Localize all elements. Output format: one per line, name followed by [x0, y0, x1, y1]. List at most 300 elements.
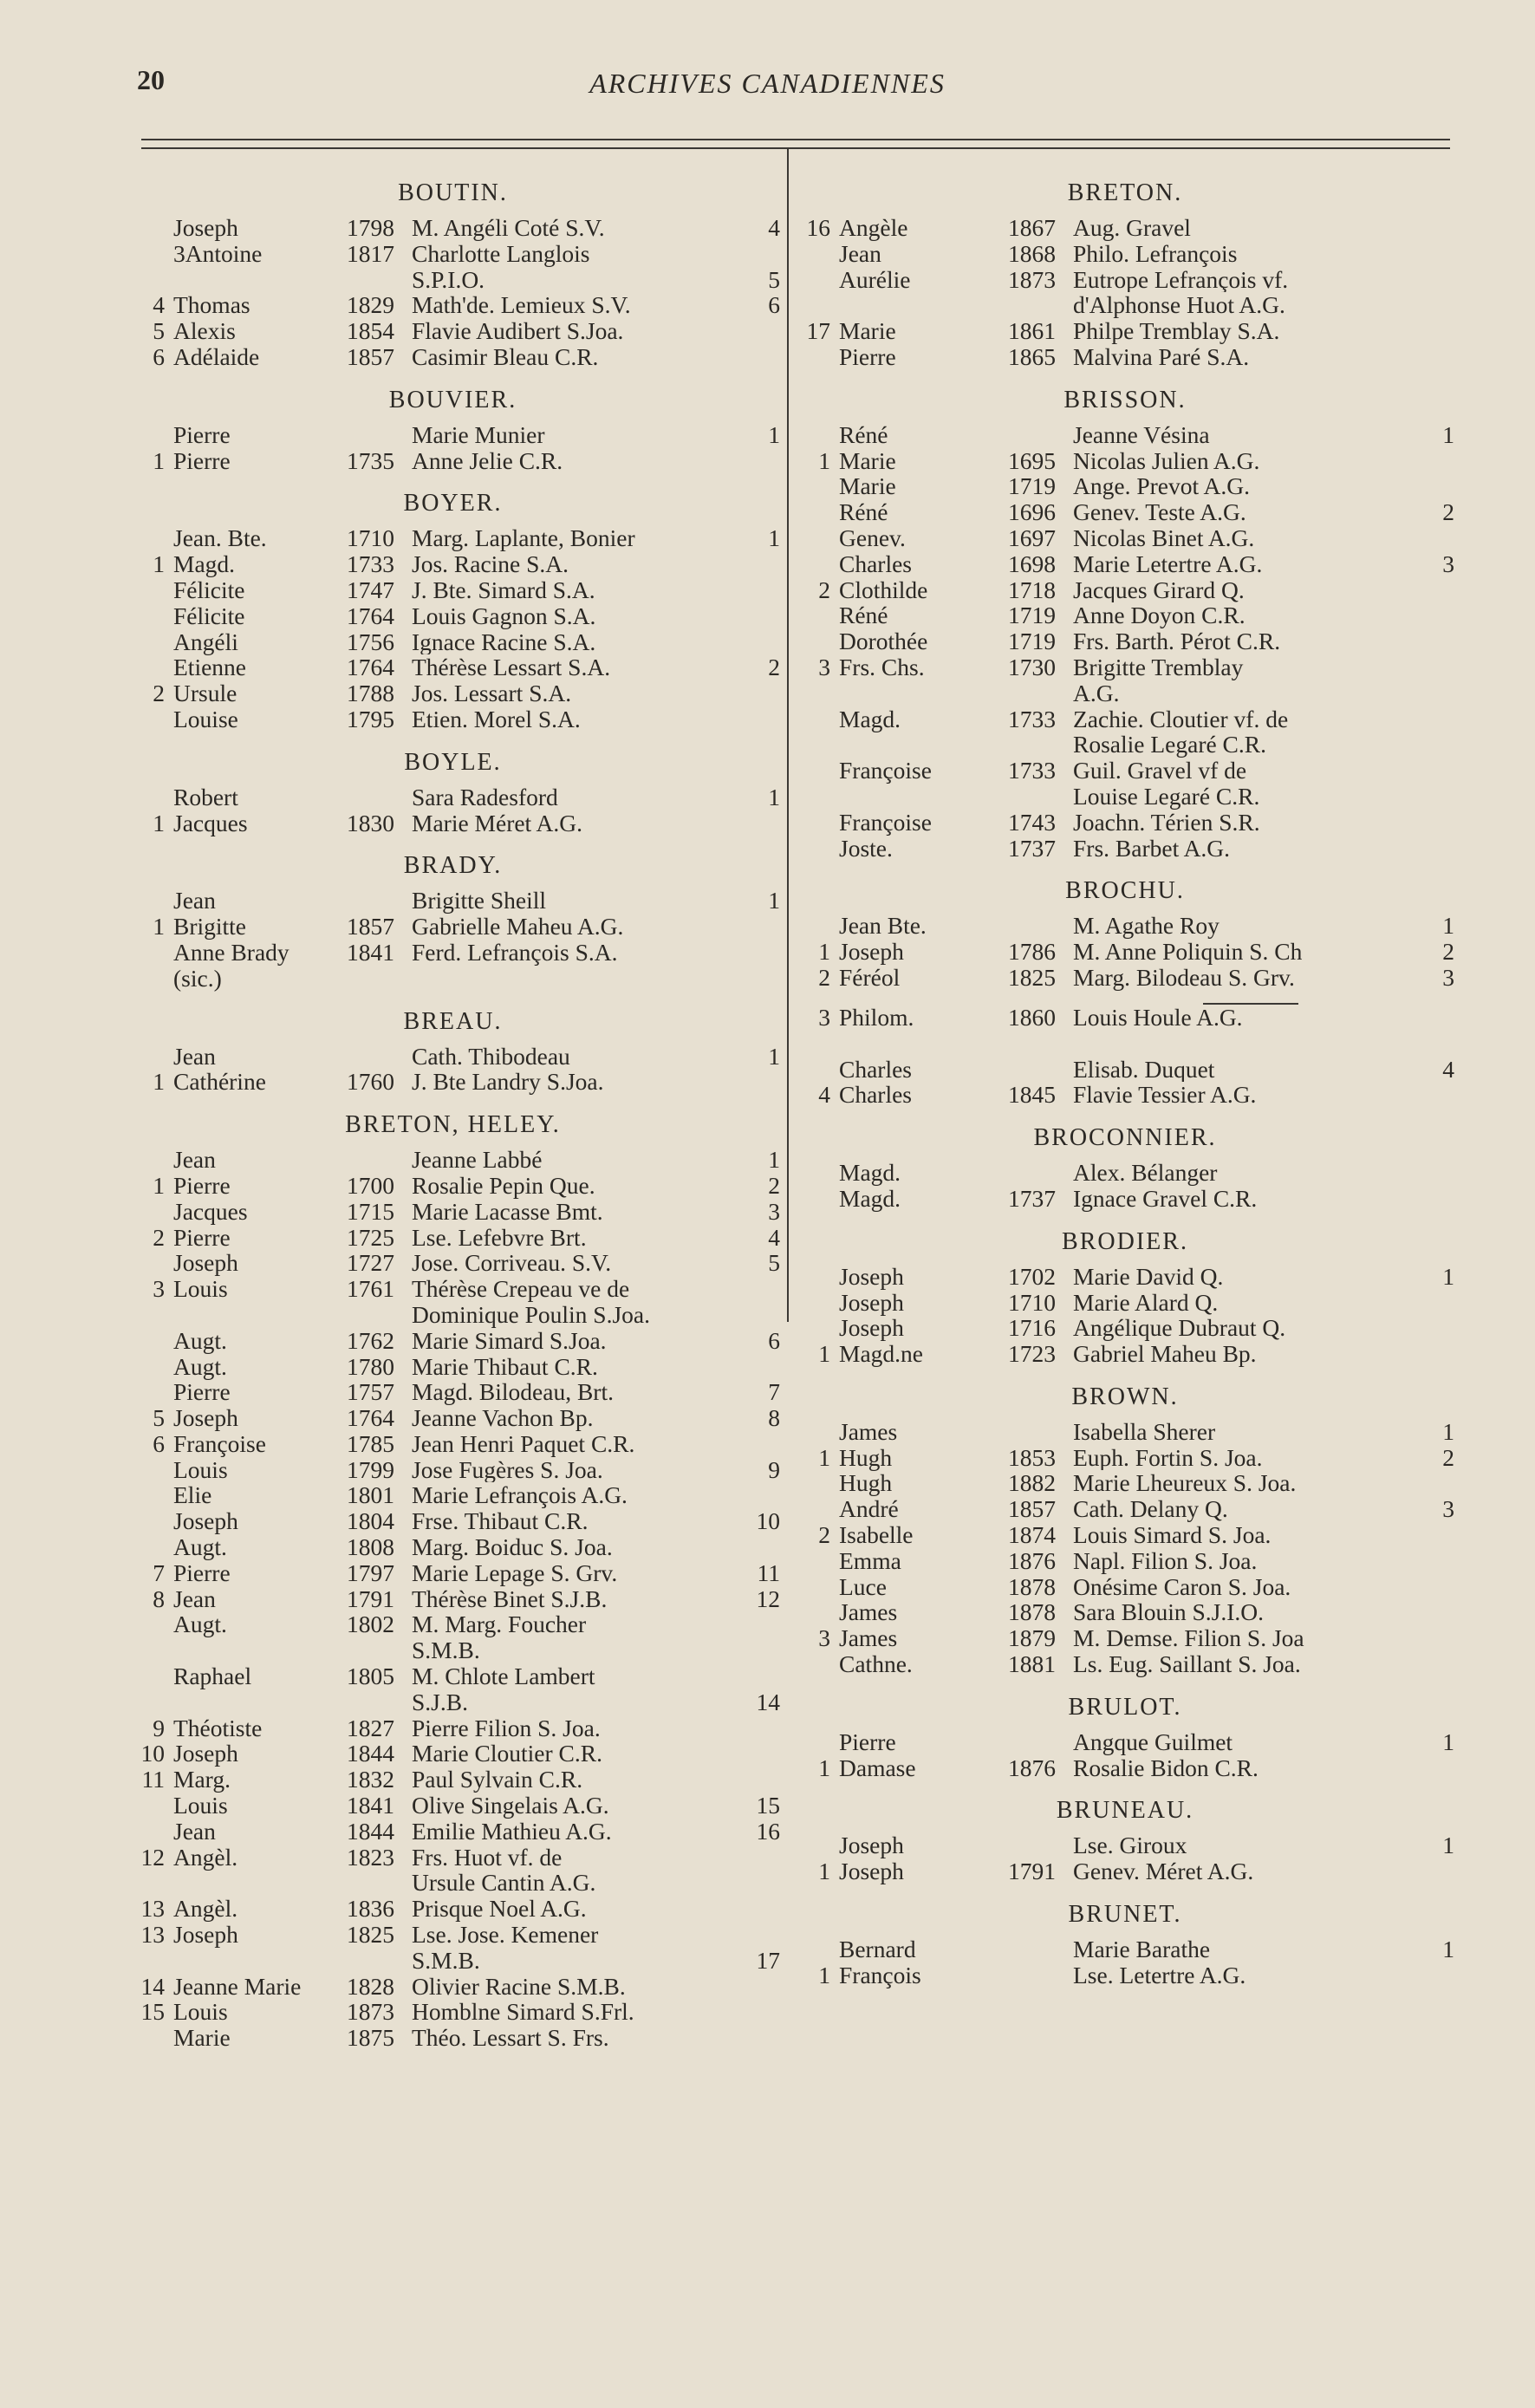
generation-number — [126, 940, 173, 966]
surname-heading: BOYLE. — [404, 748, 502, 776]
child-reference — [745, 914, 780, 940]
child-reference — [745, 603, 780, 629]
marriage-year: 1827 — [347, 1714, 394, 1741]
person-name: Thomas — [173, 291, 250, 319]
marriage-year: 1733 — [1008, 705, 1056, 732]
marriage-year — [1008, 1419, 1073, 1445]
person-name: (sic.) — [173, 964, 222, 992]
generation-number — [796, 1548, 839, 1574]
person-name: Alexis — [173, 317, 236, 345]
spouse-and-parish: Sara Radesford — [412, 784, 558, 810]
spouse-and-parish: Eutrope Lefrançois vf. — [1073, 266, 1289, 293]
child-reference — [745, 1069, 780, 1095]
spouse-and-parish: Ursule Cantin A.G. — [412, 1870, 596, 1897]
marriage-year — [347, 784, 412, 810]
marriage-year: 1719 — [1008, 628, 1056, 655]
person-name — [173, 1948, 347, 1974]
spouse-and-parish: Nicolas Julien A.G. — [1073, 447, 1260, 474]
generation-number — [796, 784, 839, 810]
child-reference — [1420, 448, 1454, 474]
genealogy-entry — [126, 1560, 780, 1586]
spouse-and-parish: Jeanne Labbé — [412, 1147, 543, 1173]
spouse-and-parish: Ls. Eug. Saillant S. Joa. — [1073, 1651, 1301, 1677]
child-reference — [745, 1845, 780, 1871]
generation-number: 10 — [140, 1740, 165, 1767]
person-name: Louis — [173, 1455, 228, 1483]
person-name: Magd. — [839, 705, 901, 732]
marriage-year: 1730 — [1008, 653, 1056, 680]
genealogy-entry — [796, 1574, 1454, 1600]
generation-number — [126, 1611, 173, 1637]
child-reference: 1 — [768, 524, 780, 552]
person-name: Magd.ne — [839, 1340, 923, 1368]
person-name: Féréol — [839, 963, 901, 991]
generation-number: 4 — [818, 1081, 830, 1109]
marriage-year: 1876 — [1008, 1754, 1056, 1781]
person-name: Jean — [173, 1042, 216, 1070]
marriage-year: 1802 — [347, 1611, 394, 1638]
spouse-and-parish: Brigitte Tremblay — [1073, 654, 1244, 680]
marriage-year: 1735 — [347, 446, 394, 474]
child-reference — [745, 1534, 780, 1560]
surname-heading: BRUNEAU. — [1056, 1797, 1194, 1825]
genealogy-entry — [796, 654, 1454, 680]
marriage-year: 1764 — [347, 602, 394, 629]
marriage-year: 1716 — [1008, 1314, 1056, 1342]
child-reference — [745, 1611, 780, 1637]
child-reference: 1 — [768, 783, 780, 810]
person-name: Pierre — [173, 1559, 231, 1586]
child-reference — [745, 1431, 780, 1457]
genealogy-entry — [126, 1069, 780, 1095]
marriage-year: 1733 — [1008, 757, 1056, 784]
spouse-and-parish: Marie Barathe — [1073, 1936, 1211, 1962]
person-name: Hugh — [839, 1469, 893, 1497]
marriage-year: 1808 — [347, 1533, 394, 1561]
child-reference — [745, 318, 780, 344]
person-name: Magd. — [839, 1184, 901, 1212]
spouse-and-parish: Louis Gagnon S.A. — [412, 602, 596, 629]
person-name: Félicite — [173, 576, 245, 603]
spouse-and-parish: J. Bte Landry S.Joa. — [412, 1069, 604, 1096]
generation-number — [796, 473, 839, 499]
genealogy-entry — [796, 577, 1454, 603]
marriage-year: 1873 — [347, 1998, 394, 2026]
child-reference: 3 — [768, 1197, 780, 1225]
marriage-year: 1860 — [1008, 1003, 1056, 1031]
person-name: Magd. — [839, 1159, 901, 1187]
marriage-year: 1825 — [1008, 963, 1056, 991]
marriage-year — [347, 1147, 412, 1173]
spouse-and-parish: Lse. Giroux — [1073, 1832, 1187, 1859]
generation-number — [126, 1870, 173, 1896]
spouse-and-parish: Marie David Q. — [1073, 1263, 1224, 1290]
marriage-year — [1008, 1962, 1073, 1988]
surname-heading: BOUVIER. — [388, 386, 517, 413]
person-name: Joseph — [173, 214, 238, 241]
marriage-year — [347, 966, 412, 992]
genealogy-entry — [796, 1290, 1454, 1316]
person-name: Anne Brady — [173, 938, 289, 966]
spouse-and-parish: Marie Cloutier C.R. — [412, 1741, 602, 1767]
generation-number — [796, 1574, 839, 1600]
spouse-and-parish: Brigitte Sheill — [412, 888, 547, 914]
marriage-year: 1841 — [347, 1792, 394, 1819]
child-reference: 4 — [768, 1223, 780, 1251]
person-name: Clothilde — [839, 576, 928, 603]
genealogy-entry — [126, 1431, 780, 1457]
spouse-and-parish: Théo. Lessart S. Frs. — [412, 2025, 609, 2052]
child-reference — [1420, 1290, 1454, 1316]
person-name: Pierre — [839, 342, 896, 370]
child-reference — [1420, 1599, 1454, 1625]
spouse-and-parish: Genev. Méret A.G. — [1073, 1858, 1254, 1885]
generation-number: 1 — [818, 1961, 830, 1988]
generation-number — [126, 1508, 173, 1534]
marriage-year: 1743 — [1008, 808, 1056, 836]
child-reference — [1420, 1005, 1454, 1031]
generation-number — [796, 628, 839, 654]
spouse-and-parish: Frs. Barth. Pérot C.R. — [1073, 628, 1281, 654]
genealogy-entry — [126, 318, 780, 344]
generation-number: 17 — [806, 317, 830, 345]
generation-number: 3 — [818, 1003, 830, 1031]
marriage-year: 1832 — [347, 1766, 394, 1793]
genealogy-entry — [126, 1225, 780, 1251]
spouse-and-parish: Pierre Filion S. Joa. — [412, 1715, 601, 1741]
child-reference — [745, 810, 780, 836]
spouse-and-parish: M. Chlote Lambert — [412, 1663, 595, 1689]
marriage-year: 1857 — [347, 342, 394, 370]
spouse-and-parish: Thérèse Binet S.J.B. — [412, 1585, 608, 1612]
child-reference — [1420, 1858, 1454, 1884]
marriage-year: 1878 — [1008, 1598, 1056, 1626]
generation-number — [126, 525, 173, 551]
generation-number: 1 — [153, 1068, 165, 1096]
family-block — [796, 379, 1454, 862]
marriage-year — [347, 1637, 412, 1663]
marriage-year: 1805 — [347, 1663, 394, 1690]
spouse-and-parish: Dominique Poulin S.Joa. — [412, 1301, 651, 1328]
surname-heading: BRULOT. — [1068, 1693, 1182, 1721]
generation-number — [796, 680, 839, 706]
child-reference: 7 — [768, 1378, 780, 1406]
genealogy-entry — [126, 448, 780, 474]
surname-heading: BOUTIN. — [398, 179, 508, 206]
child-reference: 6 — [768, 291, 780, 319]
marriage-year: 1727 — [347, 1249, 394, 1277]
spouse-and-parish: Math'de. Lemieux S.V. — [412, 292, 631, 319]
child-reference — [1420, 732, 1454, 758]
surname-heading: BROCONNIER. — [1033, 1124, 1217, 1152]
generation-number — [796, 1651, 839, 1677]
child-reference: 14 — [756, 1688, 780, 1715]
spouse-and-parish: Marie Thibaut C.R. — [412, 1353, 598, 1380]
person-name: François — [839, 1961, 921, 1988]
child-reference — [745, 344, 780, 370]
person-name: Cathne. — [839, 1650, 913, 1678]
person-name: Réné — [839, 498, 888, 526]
generation-number: 8 — [153, 1585, 165, 1612]
marriage-year: 1700 — [347, 1171, 394, 1199]
genealogy-entry — [796, 1264, 1454, 1290]
genealogy-entry — [126, 888, 780, 914]
person-name: Brigitte — [173, 913, 247, 940]
child-reference — [1420, 1160, 1454, 1186]
genealogy-entry — [796, 448, 1454, 474]
child-reference — [745, 1715, 780, 1741]
person-name: Joseph — [173, 1249, 238, 1277]
spouse-and-parish: A.G. — [1073, 680, 1120, 706]
marriage-year — [1008, 680, 1073, 706]
child-reference — [745, 1482, 780, 1508]
spouse-and-parish: Marie Lepage S. Grv. — [412, 1559, 618, 1586]
surname-heading: BROWN. — [1071, 1383, 1179, 1410]
spouse-and-parish: Etien. Morel S.A. — [412, 706, 581, 732]
spouse-and-parish: Euph. Fortin S. Joa. — [1073, 1444, 1263, 1471]
generation-number — [796, 292, 839, 318]
person-name: Isabelle — [839, 1521, 914, 1549]
marriage-year: 1764 — [347, 654, 394, 681]
genealogy-entry — [126, 1611, 780, 1637]
generation-number: 5 — [153, 317, 165, 345]
child-reference — [745, 1896, 780, 1922]
generation-number: 2 — [818, 576, 830, 603]
marriage-year: 1762 — [347, 1326, 394, 1354]
marriage-year — [347, 422, 412, 448]
generation-number: 1 — [153, 446, 165, 474]
marriage-year: 1861 — [1008, 317, 1056, 345]
spouse-and-parish: Frs. Barbet A.G. — [1073, 835, 1231, 862]
generation-number — [126, 1793, 173, 1819]
child-reference — [745, 1741, 780, 1767]
generation-number: 15 — [140, 1998, 165, 2026]
spouse-and-parish: M. Marg. Foucher — [412, 1611, 587, 1638]
family-block — [796, 172, 1454, 370]
person-name: Marie — [839, 446, 896, 474]
generation-number — [796, 732, 839, 758]
child-reference: 2 — [1442, 498, 1454, 526]
genealogy-entry — [796, 344, 1454, 370]
genealogy-entry — [126, 914, 780, 940]
spouse-and-parish: Marie Lacasse Bmt. — [412, 1198, 603, 1225]
spouse-and-parish: Onésime Caron S. Joa. — [1073, 1573, 1291, 1600]
marriage-year: 1829 — [347, 291, 394, 319]
person-name: Angèl. — [173, 1843, 238, 1871]
child-reference — [1420, 836, 1454, 862]
generation-number — [126, 1044, 173, 1070]
genealogy-entry — [126, 1199, 780, 1225]
marriage-year: 1761 — [347, 1275, 394, 1303]
marriage-year: 1786 — [1008, 938, 1056, 966]
person-name: Pierre — [173, 1223, 231, 1251]
genealogy-entry — [796, 1548, 1454, 1574]
person-name: Robert — [173, 783, 238, 810]
surname-heading: BROCHU. — [1065, 877, 1185, 905]
marriage-year: 1710 — [1008, 1288, 1056, 1316]
genealogy-entry — [126, 1379, 780, 1405]
marriage-year: 1874 — [1008, 1521, 1056, 1549]
marriage-year: 1830 — [347, 809, 394, 836]
child-reference: 5 — [768, 1249, 780, 1277]
family-block — [796, 1376, 1454, 1677]
person-name — [839, 784, 1008, 810]
person-name: Augt. — [173, 1533, 227, 1561]
person-name — [173, 1689, 347, 1715]
genealogy-entry — [796, 1341, 1454, 1367]
genealogy-entry — [126, 1457, 780, 1483]
child-reference — [1420, 267, 1454, 293]
marriage-year: 1788 — [347, 680, 394, 707]
spouse-and-parish: Marie Simard S.Joa. — [412, 1327, 607, 1354]
genealogy-entry — [126, 940, 780, 966]
child-reference: 1 — [1442, 1832, 1454, 1859]
person-name: Joseph — [839, 1314, 904, 1342]
generation-number — [796, 1496, 839, 1522]
child-reference — [1420, 241, 1454, 267]
marriage-year: 1715 — [347, 1197, 394, 1225]
genealogy-entry — [796, 318, 1454, 344]
marriage-year: 1828 — [347, 1972, 394, 2000]
surname-heading: BRADY. — [403, 852, 503, 880]
person-name: Joseph — [839, 1288, 904, 1316]
marriage-year: 1791 — [1008, 1858, 1056, 1885]
child-reference: 4 — [768, 214, 780, 241]
generation-number — [126, 241, 173, 267]
person-name — [839, 732, 1008, 758]
marriage-year: 1718 — [1008, 576, 1056, 603]
marriage-year: 1737 — [1008, 1184, 1056, 1212]
spouse-and-parish: S.M.B. — [412, 1947, 480, 1974]
child-reference: 1 — [1442, 420, 1454, 448]
marriage-year: 1764 — [347, 1404, 394, 1432]
child-reference: 1 — [768, 1042, 780, 1070]
genealogy-entry — [796, 215, 1454, 241]
spouse-and-parish: Charlotte Langlois — [412, 240, 590, 267]
marriage-year: 1854 — [347, 317, 394, 345]
genealogy-entry — [126, 706, 780, 732]
child-reference: 2 — [768, 1171, 780, 1199]
person-name: Félicite — [173, 602, 245, 629]
child-reference: 11 — [757, 1559, 780, 1586]
child-reference: 6 — [768, 1326, 780, 1354]
child-reference — [745, 940, 780, 966]
genealogy-entry — [126, 551, 780, 577]
generation-number — [796, 706, 839, 732]
person-name: Joseph — [839, 1262, 904, 1290]
genealogy-entry — [796, 241, 1454, 267]
spouse-and-parish: Flavie Tessier A.G. — [1073, 1082, 1257, 1109]
person-name — [173, 1870, 347, 1896]
surname-heading: BRISSON. — [1063, 386, 1187, 413]
generation-number: 3 — [818, 1624, 830, 1652]
generation-number — [126, 784, 173, 810]
person-name: Jacques — [173, 809, 248, 836]
generation-number: 9 — [153, 1714, 165, 1741]
marriage-year: 1844 — [347, 1740, 394, 1767]
marriage-year: 1757 — [347, 1378, 394, 1406]
child-reference: 9 — [768, 1455, 780, 1483]
person-name: James — [839, 1417, 898, 1445]
generation-number — [796, 551, 839, 577]
genealogy-entry — [796, 1962, 1454, 1988]
person-name: Magd. — [173, 550, 236, 578]
person-name: Pierre — [173, 446, 231, 474]
marriage-year — [1008, 292, 1073, 318]
person-name: Françoise — [839, 808, 932, 836]
marriage-year: 1696 — [1008, 498, 1056, 526]
genealogy-entry — [796, 1419, 1454, 1445]
child-reference — [1420, 1082, 1454, 1108]
genealogy-entry — [796, 680, 1454, 706]
header-rule-bottom — [141, 147, 1450, 149]
person-name: Philom. — [839, 1003, 914, 1031]
child-reference — [1420, 810, 1454, 836]
marriage-year: 1817 — [347, 239, 394, 267]
child-reference: 1 — [1442, 1417, 1454, 1445]
genealogy-entry — [126, 784, 780, 810]
child-reference — [745, 706, 780, 732]
genealogy-entry — [126, 215, 780, 241]
marriage-year — [1008, 422, 1073, 448]
person-name: Joseph — [173, 1404, 238, 1432]
generation-number — [126, 1199, 173, 1225]
genealogy-entry — [796, 1057, 1454, 1083]
person-name: Pierre — [173, 420, 231, 448]
child-reference: 3 — [1442, 550, 1454, 577]
child-reference — [1420, 706, 1454, 732]
genealogy-entry — [796, 1470, 1454, 1496]
child-reference — [1420, 525, 1454, 551]
genealogy-entry — [796, 1729, 1454, 1755]
genealogy-entry — [126, 1663, 780, 1689]
child-reference — [745, 1974, 780, 2000]
person-name: Louis — [173, 1998, 228, 2026]
generation-number — [126, 1147, 173, 1173]
child-reference — [1420, 1755, 1454, 1781]
marriage-year — [1008, 1729, 1073, 1755]
spouse-and-parish: Anne Doyon C.R. — [1073, 602, 1246, 629]
marriage-year: 1760 — [347, 1068, 394, 1096]
generation-number — [796, 1832, 839, 1858]
generation-number: 1 — [153, 809, 165, 836]
spouse-and-parish: M. Angéli Coté S.V. — [412, 215, 605, 241]
genealogy-entry — [126, 680, 780, 706]
genealogy-entry — [796, 836, 1454, 862]
generation-number: 6 — [153, 342, 165, 370]
genealogy-entry — [796, 525, 1454, 551]
genealogy-entry — [126, 1250, 780, 1276]
marriage-year: 1710 — [347, 524, 394, 552]
spouse-and-parish: Gabrielle Maheu A.G. — [412, 914, 624, 940]
marriage-year: 1719 — [1008, 472, 1056, 500]
marriage-year — [347, 1044, 412, 1070]
spouse-and-parish: Magd. Bilodeau, Brt. — [412, 1379, 614, 1406]
surname-heading: BOYER. — [403, 490, 503, 517]
genealogy-entry — [796, 1755, 1454, 1781]
person-name: Angèl. — [173, 1895, 238, 1923]
genealogy-entry — [796, 1445, 1454, 1471]
genealogy-entry — [796, 939, 1454, 965]
marriage-year: 1785 — [347, 1429, 394, 1457]
genealogy-entry — [126, 1999, 780, 2025]
spouse-and-parish: Nicolas Binet A.G. — [1073, 524, 1255, 551]
child-reference — [1420, 1341, 1454, 1367]
generation-number — [126, 1948, 173, 1974]
marriage-year: 1697 — [1008, 524, 1056, 551]
person-name: Augt. — [173, 1352, 227, 1380]
marriage-year: 1795 — [347, 705, 394, 732]
